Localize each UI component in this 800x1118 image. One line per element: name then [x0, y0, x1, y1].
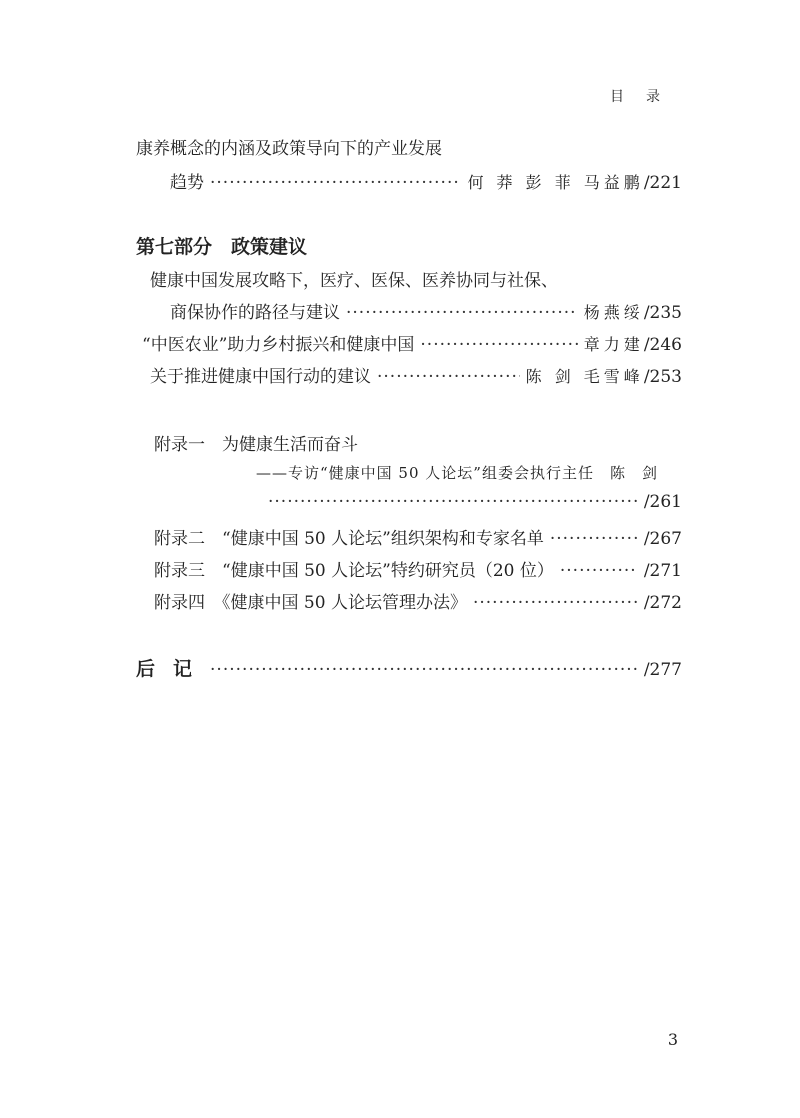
toc-entry-title: 关于推进健康中国行动的建议 — [150, 367, 371, 387]
leader-dots — [346, 303, 578, 323]
toc-entry-page: /221 — [643, 173, 682, 193]
appendix-subtitle: ——专访“健康中国 50 人论坛”组委会执行主任 陈 剑 — [256, 464, 658, 482]
appendix-title: 附录四 《健康中国 50 人论坛管理办法》 — [154, 593, 467, 613]
toc-entry[interactable] — [170, 168, 682, 192]
appendix-title: 附录一 为健康生活而奋斗 — [154, 435, 358, 455]
leader-dots — [377, 367, 520, 387]
afterword-heading: 后记 — [136, 658, 211, 680]
toc-entry[interactable] — [154, 556, 682, 580]
leader-dots — [268, 492, 638, 512]
toc-entry[interactable] — [150, 362, 682, 386]
toc-entry-title-cont: 趋势 — [170, 173, 204, 193]
leader-dots — [473, 593, 638, 613]
toc-entry[interactable] — [268, 492, 682, 516]
leader-dots — [420, 335, 577, 355]
toc-entry[interactable] — [154, 524, 682, 548]
leader-dots — [560, 561, 638, 581]
toc-entry[interactable] — [154, 588, 682, 612]
toc-entry-page: /277 — [643, 660, 682, 680]
toc-entry-authors: 杨燕绥 — [583, 303, 644, 322]
toc-entry-page: /235 — [643, 303, 682, 323]
leader-dots — [210, 660, 638, 680]
toc-entry-authors: 陈 剑 毛雪峰 — [525, 367, 644, 386]
toc-entry-page: /271 — [643, 561, 682, 581]
toc-entry-authors: 何 莽 彭 菲 马益鹏 — [467, 173, 644, 192]
toc-entry-authors: 章力建 — [583, 335, 644, 354]
toc-entry-page: /253 — [643, 367, 682, 387]
toc-entry[interactable] — [170, 298, 682, 322]
toc-entry-title: “中医农业”助力乡村振兴和健康中国 — [142, 335, 415, 355]
toc-entry-title-cont: 商保协作的路径与建议 — [170, 303, 340, 323]
leader-dots — [210, 173, 461, 193]
toc-entry-title: 健康中国发展攻略下，医疗、医保、医养协同与社保、 — [150, 271, 558, 291]
toc-entry-page: /272 — [643, 593, 682, 613]
toc-entry[interactable] — [136, 654, 682, 678]
running-header: 目录 — [610, 89, 682, 105]
toc-entry-page: /267 — [643, 529, 682, 549]
leader-dots — [550, 529, 638, 549]
toc-entry-page: /246 — [643, 335, 682, 355]
part-heading: 第七部分 政策建议 — [136, 236, 308, 258]
appendix-title: 附录二 “健康中国 50 人论坛”组织架构和专家名单 — [154, 529, 544, 549]
toc-entry-title: 康养概念的内涵及政策导向下的产业发展 — [136, 139, 442, 159]
toc-entry-page: /261 — [643, 492, 682, 512]
page-number: 3 — [667, 1030, 678, 1049]
appendix-title: 附录三 “健康中国 50 人论坛”特约研究员（20 位） — [154, 561, 554, 581]
toc-entry[interactable] — [142, 330, 682, 354]
